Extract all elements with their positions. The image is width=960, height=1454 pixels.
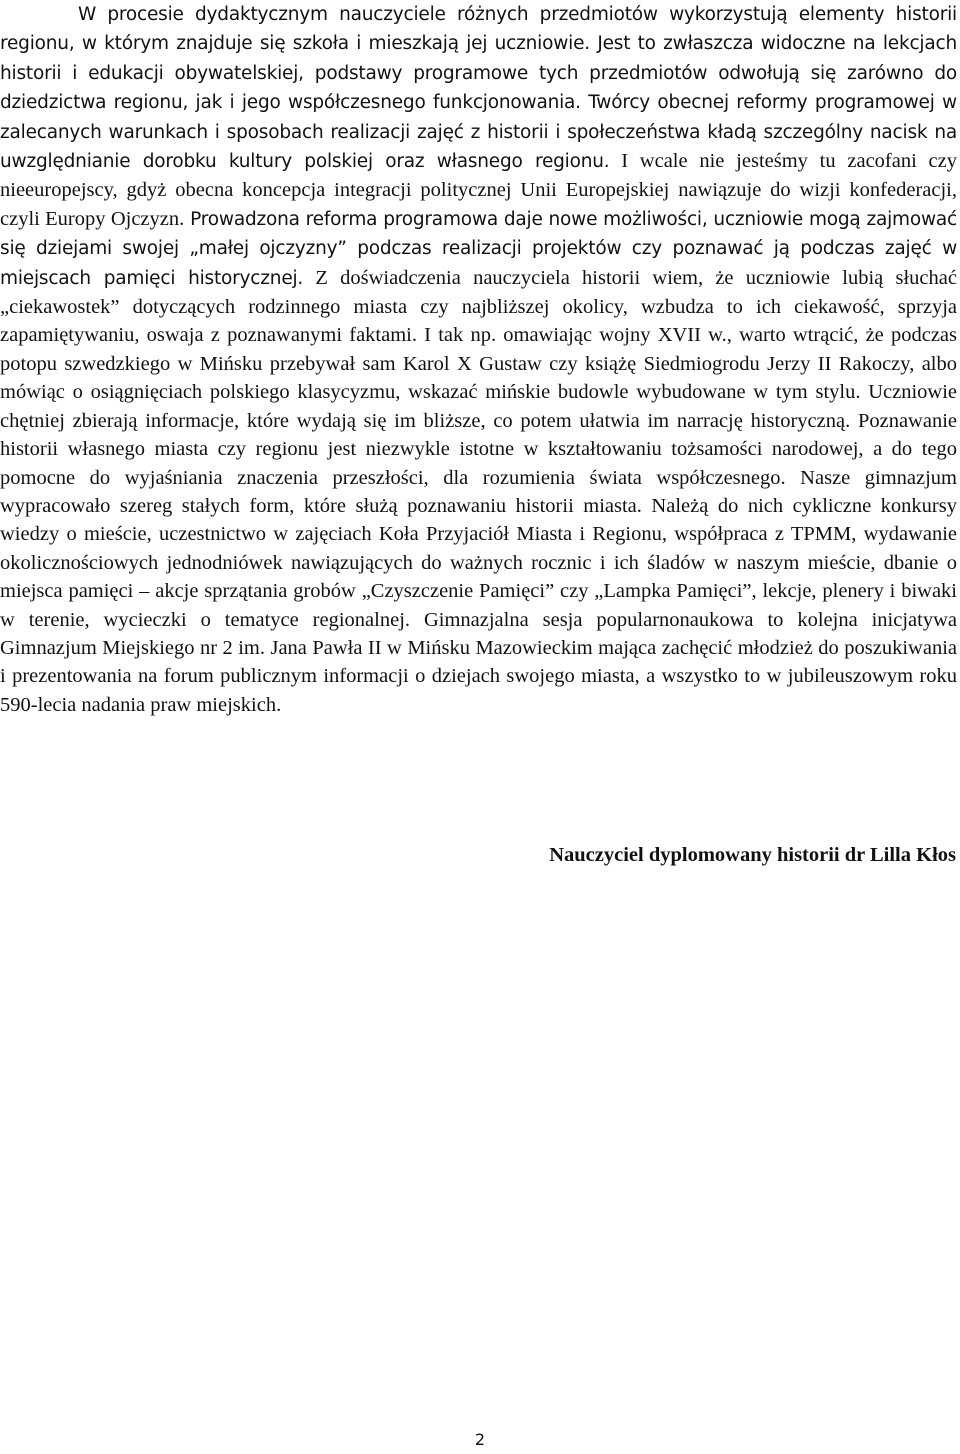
paragraph-segment-4: Z doświadczenia nauczyciela historii wiem, że uczniowie lubią słuchać „ciekawostek” dotyczących rodzinnego miasta czy najbliższej okolicy, wzbudza to ich ciekawość, sprzyja zapamiętywaniu, oswaja z poznawanymi faktami. I tak np. omawiając wojny XVII w., warto wtrącić, że podczas potopu szwedzkiego w Mińsku przebywał sam Karol X Gustaw czy książę Siedmiogrodu Jerzy II Rakoczy, albo mówiąc o osiągnięciach polskiego klasycyzmu, wskazać mińskie budowle wybudowane w tym stylu. Uczniowie chętniej zbierają informacje, które wydają się im bliższe, co potem ułatwia im narrację historyczną. Poznawanie historii własnego miasta czy regionu jest niezwykle istotne w kształtowaniu tożsamości narodowej, a do tego pomocne do wyjaśniania znaczenia przeszłości, dla rozumienia świata współczesnego. Nasze gimnazjum wypracowało szereg stałych form, które służą poznawaniu historii miasta. Należą do nich cykliczne konkursy wiedzy o mieście, uczestnictwo w zajęciach Koła Przyjaciół Miasta i Regionu, współpraca z TPMM, wydawanie okolicznościowych jednodniówek nawiązujących do ważnych rocznic i ich śladów w naszym mieście, dbanie o miejsca pamięci – akcje sprzątania grobów „Czyszczenie Pamięci” czy „Lampka Pamięci”, lekcje, plenery i biwaki w terenie, wycieczki o tematyce regionalnej. Gimnazjalna sesja popularnonaukowa to kolejna inicjatywa Gimnazjum Miejskiego nr 2 im. Jana Pawła II w Mińsku Mazowieckim mająca zachęcić młodzież do poszukiwania i prezentowania na forum publicznym informacji o dziejach swojego miasta, a wszystko to w jubileuszowym roku 590-lecia nadania praw miejskich. bbox=[0, 266, 957, 716]
paragraph-segment-2: I wcale nie jesteśmy tu zacofani czy nieeuropejscy, gdyż obecna koncepcja integracji politycznej Unii Europejskiej nawiązuje do wizji konfederacji, czyli Europy Ojczyzn. bbox=[0, 150, 957, 230]
paragraph-segment-1: W procesie dydaktycznym nauczyciele różnych przedmiotów wykorzystują elementy historii regionu, w którym znajduje się szkoła i mieszkają jej uczniowie. Jest to zwłaszcza widoczne na lekcjach historii i edukacji obywatelskiej, podstawy programowe tych przedmiotów odwołują się zarówno do dziedzictwa regionu, jak i jego współczesnego funkcjonowania. Twórcy obecnej reformy programowej w zalecanych warunkach i sposobach realizacji zajęć z historii i społeczeństwa kładą szczególny nacisk na uwzględnianie dorobku kultury polskiej oraz własnego regionu. bbox=[0, 4, 957, 173]
body-paragraph bbox=[0, 0, 957, 719]
author-signature: Nauczyciel dyplomowany historii dr Lilla Kłos bbox=[549, 844, 956, 866]
paragraph-segment-3: Prowadzona reforma programowa daje nowe możliwości, uczniowie mogą zajmować się dziejami swojej „małej ojczyzny” podczas realizacji projektów czy poznawać ją podczas zajęć w miejscach pamięci historycznej. bbox=[0, 208, 958, 289]
page-number: 2 bbox=[474, 1430, 486, 1449]
